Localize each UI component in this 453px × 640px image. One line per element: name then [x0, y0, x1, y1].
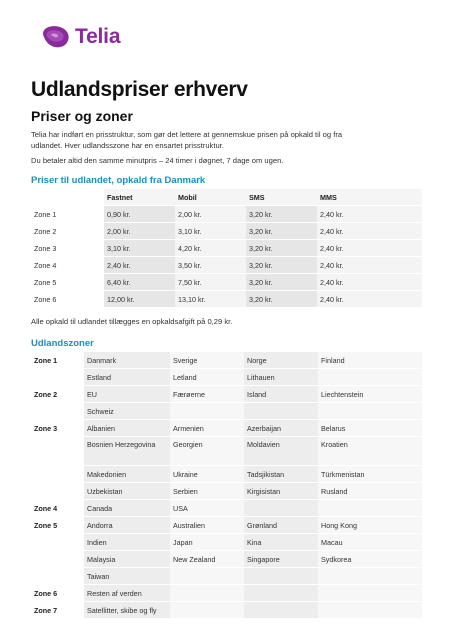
country-cell: Satellitter, skibe og fly	[84, 602, 170, 619]
country-cell: Malaysia	[84, 551, 170, 568]
zone-label: Zone 5	[31, 274, 104, 291]
country-cell: Macau	[318, 534, 422, 551]
table-row	[31, 369, 422, 386]
country-cell: Australien	[170, 517, 244, 534]
country-cell: Danmark	[84, 352, 170, 369]
country-cell: Norge	[244, 352, 318, 369]
country-cell: Makedonien	[84, 466, 170, 483]
country-cell: EU	[84, 386, 170, 403]
zone-label	[31, 568, 84, 585]
prices-header-cell: Fastnet	[104, 189, 175, 206]
zone-label: Zone 6	[31, 585, 84, 602]
country-cell	[170, 568, 244, 585]
price-cell: 2,00 kr.	[104, 223, 175, 240]
table-row	[31, 602, 422, 619]
price-cell: 2,40 kr.	[317, 206, 422, 223]
country-cell: Bosnien Herzegovina	[84, 437, 170, 466]
country-cell	[244, 403, 318, 420]
table-row	[31, 257, 422, 274]
table-row	[31, 386, 422, 403]
zone-label	[31, 403, 84, 420]
country-cell: Japan	[170, 534, 244, 551]
price-cell: 3,20 kr.	[246, 257, 317, 274]
country-cell: Estland	[84, 369, 170, 386]
country-cell	[318, 585, 422, 602]
table-row	[31, 206, 422, 223]
price-cell: 3,50 kr.	[175, 257, 246, 274]
zone-label: Zone 1	[31, 352, 84, 369]
intro-paragraph: Telia har indført en prisstruktur, som gør det lettere at gennemskue prisen på opkald til og fra udlandet. Hver udlandsszone har en ensartet prisstruktur.	[31, 130, 343, 150]
price-cell: 4,20 kr.	[175, 240, 246, 257]
country-cell: Kirgisistan	[244, 483, 318, 500]
country-cell: Azerbaijan	[244, 420, 318, 437]
zone-label	[31, 534, 84, 551]
telia-logo	[38, 24, 120, 50]
country-cell	[244, 602, 318, 619]
table-row	[31, 534, 422, 551]
price-cell: 13,10 kr.	[175, 291, 246, 308]
table-row	[31, 500, 422, 517]
country-cell	[244, 500, 318, 517]
prices-header-cell: SMS	[246, 189, 317, 206]
country-cell: Færøerne	[170, 386, 244, 403]
price-cell: 2,40 kr.	[317, 291, 422, 308]
brand-name: Telia	[75, 25, 121, 48]
country-cell: Indien	[84, 534, 170, 551]
country-cell: Resten af verden	[84, 585, 170, 602]
table-row	[31, 240, 422, 257]
zone-label	[31, 437, 84, 466]
price-paragraph: Du betaler altid den samme minutpris – 24 timer i døgnet, 7 dage om ugen.	[31, 156, 284, 165]
country-cell: Sverige	[170, 352, 244, 369]
zone-label: Zone 3	[31, 240, 104, 257]
zones-heading: Udlandszoner	[31, 338, 94, 349]
table-row	[31, 585, 422, 602]
table-row	[31, 223, 422, 240]
country-cell	[170, 403, 244, 420]
country-cell	[318, 500, 422, 517]
country-cell: Tadsjikistan	[244, 466, 318, 483]
country-cell: Türkmenistan	[318, 466, 422, 483]
zone-label: Zone 2	[31, 223, 104, 240]
price-cell: 3,10 kr.	[104, 240, 175, 257]
country-cell: Moldavien	[244, 437, 318, 466]
country-cell: Armenien	[170, 420, 244, 437]
zone-label: Zone 2	[31, 386, 84, 403]
price-cell: 7,50 kr.	[175, 274, 246, 291]
table-row	[31, 517, 422, 534]
price-cell: 3,10 kr.	[175, 223, 246, 240]
country-cell: Schweiz	[84, 403, 170, 420]
country-cell	[244, 585, 318, 602]
zone-label	[31, 483, 84, 500]
zone-label: Zone 3	[31, 420, 84, 437]
country-cell: Letland	[170, 369, 244, 386]
price-cell: 3,20 kr.	[246, 274, 317, 291]
prices-table	[31, 189, 422, 308]
prices-header-cell: MMS	[317, 189, 422, 206]
price-cell: 2,40 kr.	[317, 257, 422, 274]
page-title: Udlandspriser erhverv	[31, 78, 248, 101]
price-cell: 2,40 kr.	[317, 240, 422, 257]
country-cell: Canada	[84, 500, 170, 517]
country-cell	[318, 602, 422, 619]
country-cell: Kina	[244, 534, 318, 551]
price-cell: 3,20 kr.	[246, 240, 317, 257]
country-cell: Rusland	[318, 483, 422, 500]
country-cell: Taiwan	[84, 568, 170, 585]
country-cell	[170, 585, 244, 602]
table-row	[31, 551, 422, 568]
zone-label: Zone 1	[31, 206, 104, 223]
price-cell: 2,40 kr.	[317, 223, 422, 240]
prices-note: Alle opkald til udlandet tillægges en opkaldsafgift på 0,29 kr.	[31, 317, 233, 326]
zone-label	[31, 551, 84, 568]
prices-heading: Priser til udlandet, opkald fra Danmark	[31, 175, 206, 186]
country-cell: Georgien	[170, 437, 244, 466]
country-cell: New Zealand	[170, 551, 244, 568]
table-row	[31, 437, 422, 466]
zone-label: Zone 4	[31, 500, 84, 517]
table-row	[31, 274, 422, 291]
prices-header-row	[31, 189, 422, 206]
country-cell	[318, 568, 422, 585]
country-cell	[244, 568, 318, 585]
zone-label: Zone 4	[31, 257, 104, 274]
price-cell: 2,40 kr.	[104, 257, 175, 274]
zone-label: Zone 7	[31, 602, 84, 619]
country-cell: Sydkorea	[318, 551, 422, 568]
price-cell: 2,40 kr.	[317, 274, 422, 291]
zones-table	[31, 352, 422, 619]
country-cell: Grønland	[244, 517, 318, 534]
prices-header-cell: Mobil	[175, 189, 246, 206]
country-cell	[318, 369, 422, 386]
table-row	[31, 568, 422, 585]
telia-pebble-icon	[38, 24, 72, 50]
price-cell: 3,20 kr.	[246, 291, 317, 308]
country-cell: Ukraine	[170, 466, 244, 483]
country-cell: Singapore	[244, 551, 318, 568]
country-cell: Finland	[318, 352, 422, 369]
country-cell	[170, 602, 244, 619]
country-cell: Lithauen	[244, 369, 318, 386]
price-cell: 6,40 kr.	[104, 274, 175, 291]
country-cell: Belarus	[318, 420, 422, 437]
table-row	[31, 352, 422, 369]
zone-label	[31, 369, 84, 386]
country-cell: Hong Kong	[318, 517, 422, 534]
price-cell: 2,00 kr.	[175, 206, 246, 223]
zone-label: Zone 6	[31, 291, 104, 308]
country-cell: Kroatien	[318, 437, 422, 466]
prices-header-empty	[31, 189, 104, 206]
zone-label	[31, 466, 84, 483]
price-cell: 12,00 kr.	[104, 291, 175, 308]
country-cell: USA	[170, 500, 244, 517]
country-cell	[318, 403, 422, 420]
country-cell: Island	[244, 386, 318, 403]
country-cell: Albanien	[84, 420, 170, 437]
country-cell: Andorra	[84, 517, 170, 534]
price-cell: 3,20 kr.	[246, 206, 317, 223]
country-cell: Uzbekistan	[84, 483, 170, 500]
zone-label: Zone 5	[31, 517, 84, 534]
table-row	[31, 483, 422, 500]
price-cell: 3,20 kr.	[246, 223, 317, 240]
table-row	[31, 403, 422, 420]
country-cell: Serbien	[170, 483, 244, 500]
section-title: Priser og zoner	[31, 108, 133, 124]
country-cell: Liechtenstein	[318, 386, 422, 403]
table-row	[31, 291, 422, 308]
price-cell: 0,90 kr.	[104, 206, 175, 223]
table-row	[31, 466, 422, 483]
table-row	[31, 420, 422, 437]
